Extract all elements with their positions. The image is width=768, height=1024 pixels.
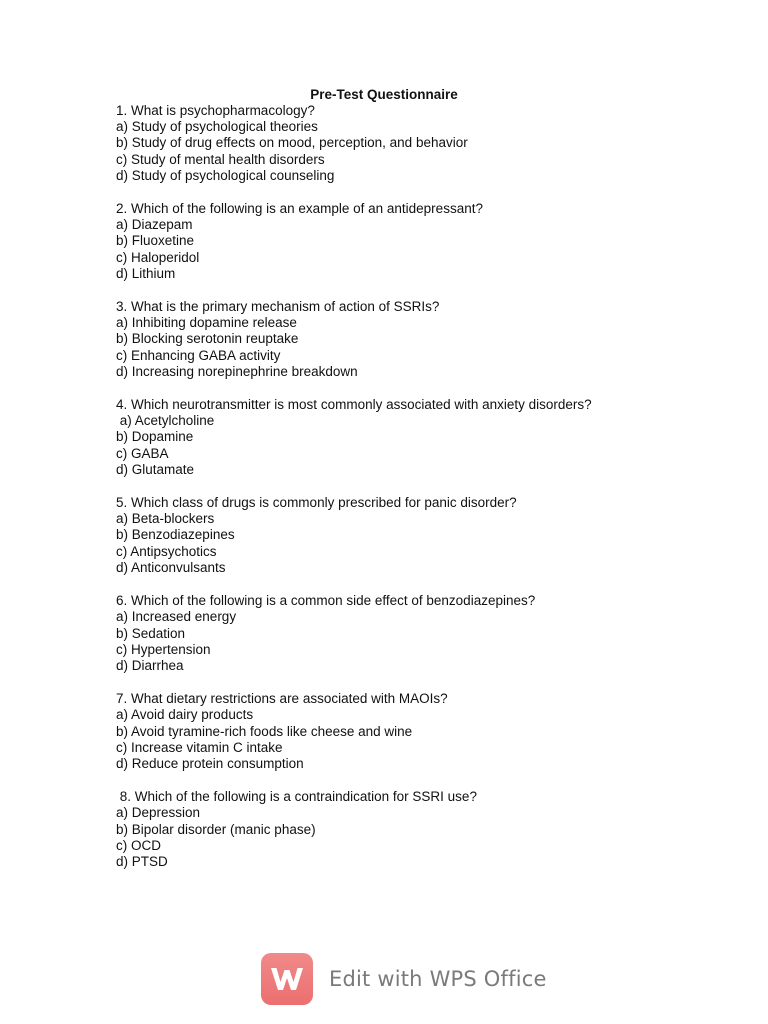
question-text: 7. What dietary restrictions are associated with MAOIs? [116,690,448,706]
question-text: 4. Which neurotransmitter is most commonly associated with anxiety disorders? [116,396,592,412]
answer-option: a) Study of psychological theories [116,118,318,134]
answer-option: c) Antipsychotics [116,543,217,559]
question-text: 5. Which class of drugs is commonly prescribed for panic disorder? [116,494,517,510]
question-block [116,495,716,577]
question-block [116,789,716,871]
question-text: 1. What is psychopharmacology? [116,102,315,118]
question-block [116,103,716,185]
answer-option: c) Increase vitamin C intake [116,739,283,755]
answer-option: d) Lithium [116,265,176,281]
question-block [116,691,716,773]
answer-option: b) Blocking serotonin reuptake [116,331,299,347]
answer-option: a) Increased energy [116,609,237,625]
wps-w-logo-icon [261,953,313,1005]
answer-option: d) Study of psychological counseling [116,167,335,183]
answer-option: c) GABA [116,445,169,461]
answer-option: b) Sedation [116,625,186,641]
question-text: 3. What is the primary mechanism of action of SSRIs? [116,298,440,314]
answer-option: a) Avoid dairy products [116,707,254,723]
answer-option: b) Avoid tyramine-rich foods like cheese and wine [116,723,413,739]
question-text: 8. Which of the following is a contraindication for SSRI use? [116,788,477,804]
question-text: 6. Which of the following is a common side effect of benzodiazepines? [116,592,536,608]
question-block [116,299,716,381]
answer-option: a) Diazepam [116,216,193,232]
answer-option: c) Enhancing GABA activity [116,347,281,363]
answer-option: b) Fluoxetine [116,233,195,249]
answer-option: d) Reduce protein consumption [116,756,304,772]
question-block [116,397,716,479]
answer-option: c) Hypertension [116,641,211,657]
answer-option: d) Increasing norepinephrine breakdown [116,364,358,379]
answer-option: c) Haloperidol [116,249,200,265]
question-block [116,201,716,283]
question-list [116,103,716,888]
question-text: 2. Which of the following is an example of an antidepressant? [116,200,483,216]
answer-option: c) OCD [116,837,161,853]
question-block [116,593,716,675]
answer-option: b) Bipolar disorder (manic phase) [116,821,316,837]
answer-option: b) Benzodiazepines [116,527,235,543]
answer-option: a) Acetylcholine [116,413,215,429]
answer-option: d) PTSD [116,854,168,870]
answer-option: d) Glutamate [116,462,195,478]
answer-option: b) Study of drug effects on mood, perception, and behavior [116,135,468,151]
answer-option: a) Inhibiting dopamine release [116,314,297,330]
answer-option: c) Study of mental health disorders [116,151,325,167]
answer-option: d) Diarrhea [116,658,184,674]
answer-option: b) Dopamine [116,429,194,445]
answer-option: a) Depression [116,805,201,821]
page-title: Pre-Test Questionnaire [310,87,458,102]
answer-option: a) Beta-blockers [116,511,215,527]
watermark-text: Edit with WPS Office [329,967,547,991]
answer-option: d) Anticonvulsants [116,560,226,576]
wps-watermark[interactable] [261,953,547,1005]
